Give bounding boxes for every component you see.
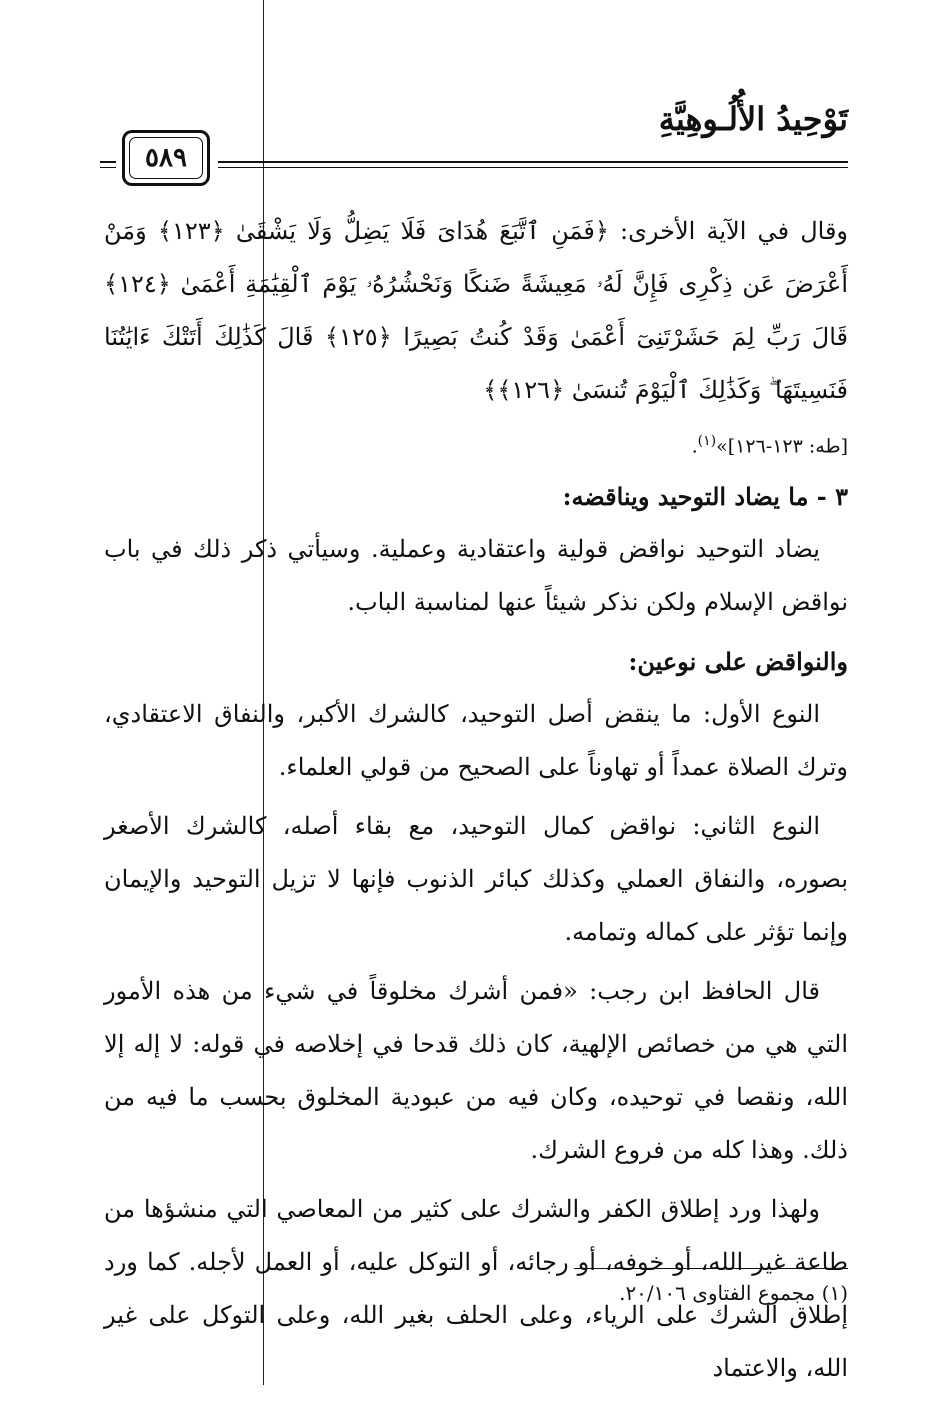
verse-reference: [104, 423, 848, 464]
paragraph-intro: يضاد التوحيد نواقض قولية واعتقادية وعملية. وسيأتي ذكر ذلك في باب نواقض الإسلام ولكن نذكر شيئاً عنها لمناسبة الباب.: [104, 535, 848, 617]
page-number: ٥٨٩: [129, 137, 203, 179]
main-text: [104, 205, 848, 1401]
page-header: [100, 100, 848, 190]
footnote-divider: [574, 1268, 848, 1269]
section-heading: ٣ - ما يضاد التوحيد ويناقضه:: [562, 482, 848, 512]
quran-verse-paragraph: وقال في الآية الأخرى: ﴿فَمَنِ ٱتَّبَعَ هُدَاىَ فَلَا يَضِلُّ وَلَا يَشْقَىٰ ﴿١٢٣﴾ وَمَنْ أَعْرَضَ عَن ذِكْرِى فَإِنَّ لَهُۥ مَعِيشَةً ضَنكًا وَنَحْشُرُهُۥ يَوْمَ ٱلْقِيَٰمَةِ أَعْمَىٰ ﴿١٢٤﴾ قَالَ رَبِّ لِمَ حَشَرْتَنِىٓ أَعْمَىٰ وَقَدْ كُنتُ بَصِيرًا ﴿١٢٥﴾ قَالَ كَذَٰلِكَ أَتَتْكَ ءَايَٰتُنَا فَنَسِيتَهَا ۖ وَكَذَٰلِكَ ٱلْيَوْمَ تُنسَىٰ ﴿١٢٦﴾﴾: [104, 217, 849, 404]
header-rule: [100, 143, 848, 180]
paragraph-last: ولهذا ورد إطلاق الكفر والشرك على كثير من المعاصي التي منشؤها من طاعة غير الله، أو خوفه، أو رجائه، أو التوكل عليه، أو العمل لأجله. كما ورد إطلاق الشرك على الرياء، وعلى الحلف بغير الله، وعلى التوكل على غير الله، والاعتماد: [104, 1195, 848, 1383]
running-title: تَوْحِيدُ الأُلُـوهِيَّةِ: [658, 100, 848, 138]
subsection-heading: والنواقض على نوعين:: [628, 647, 848, 677]
footnote: (١) مجموع الفتاوى ٢٠/١٠٦.: [619, 1281, 848, 1305]
paragraph-ibn-rajab-quote: قال الحافظ ابن رجب: «فمن أشرك مخلوقاً في شيء من هذه الأمور التي هي من خصائص الإلهية، كان ذلك قدحا في إخلاصه في قوله: لا إله إلا الله، ونقصا في توحيده، وكان فيه من عبودية المخلوق بحسب ما فيه من ذلك. وهذا كله من فروع الشرك.: [104, 977, 848, 1165]
page-number-frame: [122, 130, 210, 186]
paragraph-type-one: النوع الأول: ما ينقض أصل التوحيد، كالشرك الأكبر، والنفاق الاعتقادي، وترك الصلاة عمداً أو تهاوناً على الصحيح من قولي العلماء.: [104, 700, 848, 782]
footnote-marker: (١): [697, 433, 717, 449]
paragraph-type-two: النوع الثاني: نواقض كمال التوحيد، مع بقاء أصله، كالشرك الأصغر بصوره، والنفاق العملي وكذلك كبائر الذنوب فإنها لا تزيل التوحيد والإيمان وإنما تؤثر على كماله وتمامه.: [104, 812, 848, 947]
verse-reference-text: [طه: ١٢٣-١٢٦]»: [716, 435, 848, 458]
verse-reference-end: .: [691, 435, 698, 458]
